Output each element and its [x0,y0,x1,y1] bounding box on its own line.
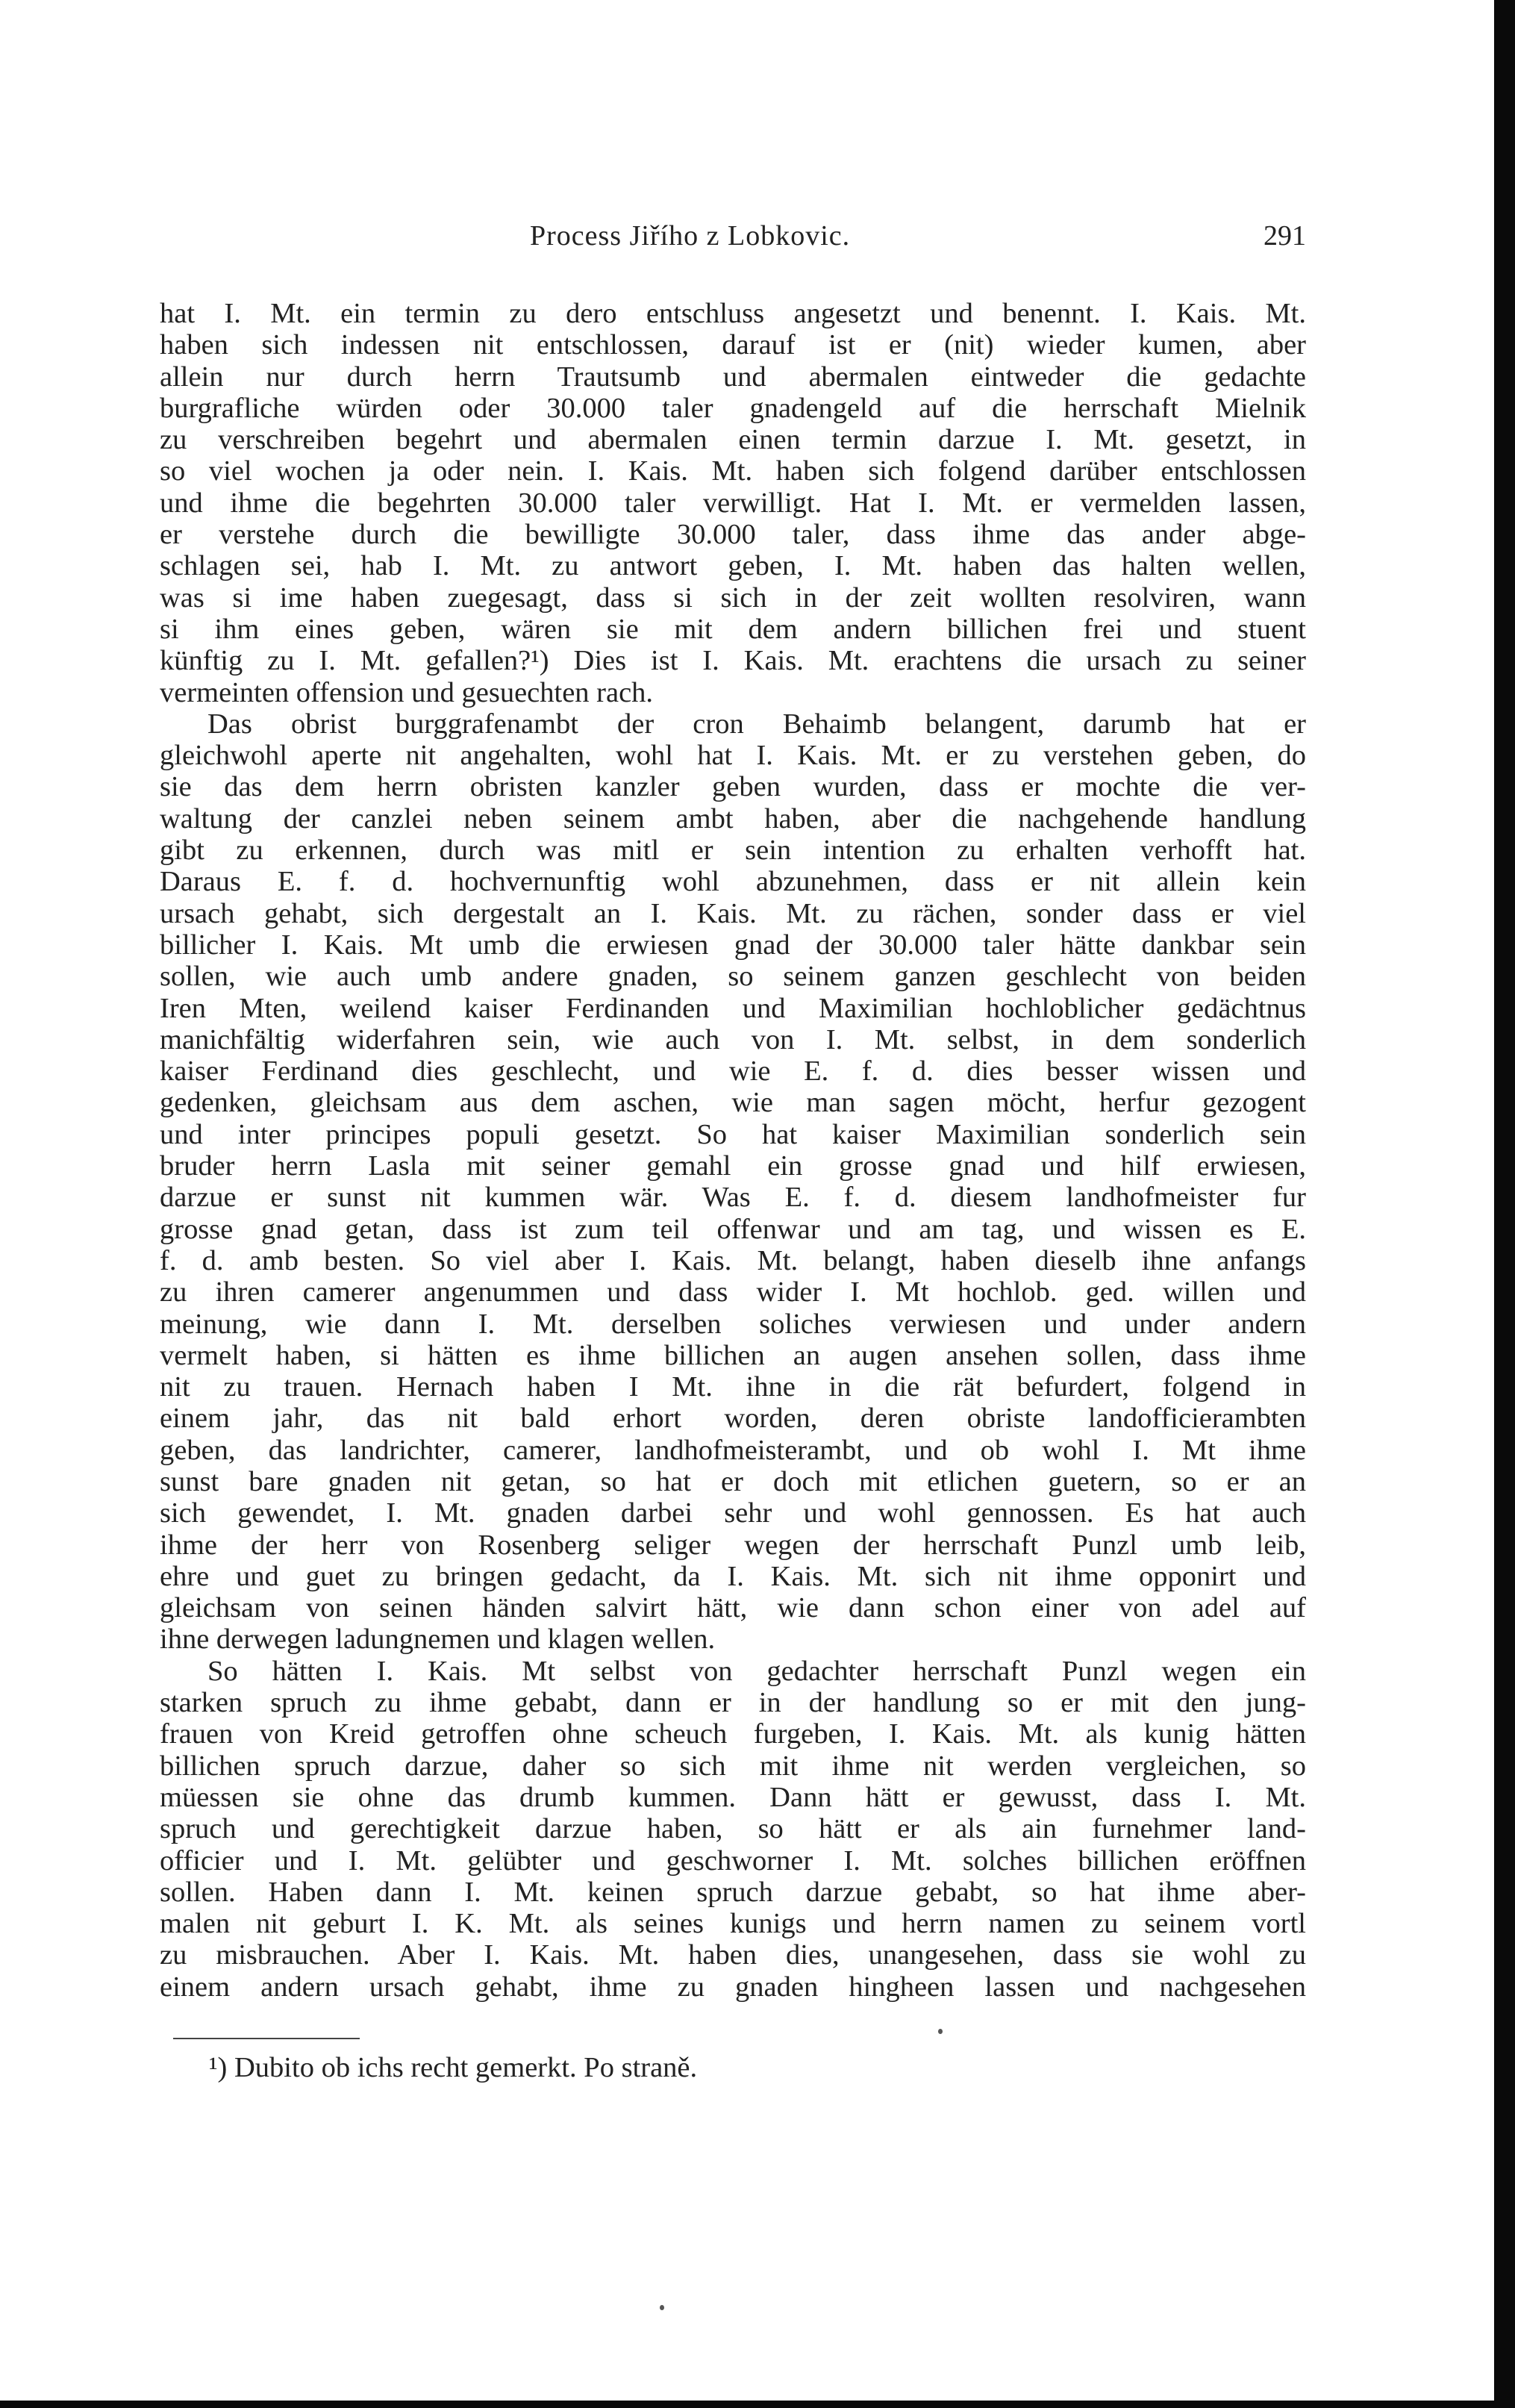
text-line: so viel wochen ja oder nein. I. Kais. Mt. haben sich folgend darüber entschlossen [160,455,1306,487]
text-line: officier und I. Mt. gelübter und geschworner I. Mt. solches billichen eröffnen [160,1844,1306,1877]
text-line: ursach gehabt, sich dergestalt an I. Kais. Mt. zu rächen, sonder dass er viel [160,897,1306,929]
text-line: billicher I. Kais. Mt umb die erwiesen gnad der 30.000 taler hätte dankbar sein [160,929,1306,961]
text-line: sie das dem herrn obristen kanzler geben wurden, dass er mochte die ver- [160,771,1306,803]
text-line: malen nit geburt I. K. Mt. als seines kunigs und herrn namen zu seinem vortl [160,1908,1306,1940]
text-line: billichen spruch darzue, daher so sich mit ihme nit werden vergleichen, so [160,1750,1306,1782]
scan-border-bottom [0,2401,1515,2408]
text-line: gleichsam von seinen händen salvirt hätt, wie dann schon einer von adel auf [160,1592,1306,1624]
text-line: künftig zu I. Mt. gefallen?¹) Dies ist I. Kais. Mt. erachtens die ursach zu seiner [160,645,1306,677]
scan-border-right [1494,0,1515,2408]
text-line: gleichwohl aperte nit angehalten, wohl hat I. Kais. Mt. er zu verstehen geben, do [160,740,1306,772]
text-line: ihne derwegen ladungnemen und klagen wellen. [160,1623,716,1656]
text-line: allein nur durch herrn Trautsumb und abermalen eintweder die gedachte [160,361,1306,393]
footnote-marker: ¹) [209,2052,228,2083]
text-line: Daraus E. f. d. hochvernunftig wohl abzunehmen, dass er nit allein kein [160,866,1306,898]
paragraph [160,708,1306,1656]
text-line: kaiser Ferdinand dies geschlecht, und wie E. f. d. dies besser wissen und [160,1055,1306,1088]
text-line: frauen von Kreid getroffen ohne scheuch furgeben, I. Kais. Mt. als kunig hätten [160,1718,1306,1750]
running-title: Process Jiřího z Lobkovic. [530,220,851,252]
text-line: si ihm eines geben, wären sie mit dem andern billichen frei und stuent [160,613,1306,645]
text-line: geben, das landrichter, camerer, landhofmeisterambt, und ob wohl I. Mt ihme [160,1434,1306,1466]
text-line: meinung, wie dann I. Mt. derselben soliches verwiesen und under andern [160,1308,1306,1340]
page-number: 291 [1263,220,1306,252]
text-line: manichfältig widerfahren sein, wie auch von I. Mt. selbst, in dem sonderlich [160,1023,1306,1055]
running-header [160,219,1306,257]
text-line: gibt zu erkennen, durch was mitl er sein intention zu erhalten verhofft hat. [160,835,1306,867]
text-line: Das obrist burggrafenambt der cron Behaimb belangent, darumb hat er [207,708,1306,740]
text-line: und ihme die begehrten 30.000 taler verwilligt. Hat I. Mt. er vermelden lassen, [160,487,1306,519]
text-line: vermeinten offension und gesuechten rach. [160,676,654,708]
text-line: müessen sie ohne das drumb kummen. Dann hätt er gewusst, dass I. Mt. [160,1781,1306,1813]
text-line: sollen, wie auch umb andere gnaden, so seinem ganzen geschlecht von beiden [160,961,1306,993]
text-line: starken spruch zu ihme gebabt, dann er in der handlung so er mit den jung- [160,1687,1306,1719]
text-line: waltung der canzlei neben seinem ambt haben, aber die nachgehende handlung [160,802,1306,835]
text-line: darzue er sunst nit kummen wär. Was E. f. d. diesem landhofmeister fur [160,1182,1306,1214]
text-line: So hätten I. Kais. Mt selbst von gedachter herrschaft Punzl wegen ein [207,1655,1306,1687]
paragraph [160,1656,1306,2003]
footnote [209,2051,697,2084]
text-line: sunst bare gnaden nit getan, so hat er doch mit etlichen guetern, so er an [160,1465,1306,1497]
text-line: einem jahr, das nit bald erhort worden, deren obriste landofficierambten [160,1403,1306,1435]
paragraph [160,298,1306,708]
footnote-rule [173,2038,360,2039]
text-line: schlagen sei, hab I. Mt. zu antwort geben, I. Mt. haben das halten wellen, [160,550,1306,582]
speck-mark [660,2305,664,2310]
text-line: hat I. Mt. ein termin zu dero entschluss angesetzt und benennt. I. Kais. Mt. [160,298,1306,329]
text-line: zu verschreiben begehrt und abermalen einen termin darzue I. Mt. gesetzt, in [160,424,1306,456]
text-line: einem andern ursach gehabt, ihme zu gnaden hingheen lassen und nachgesehen [160,1971,1306,2003]
text-line: ehre und guet zu bringen gedacht, da I. Kais. Mt. sich nit ihme opponirt und [160,1560,1306,1592]
text-line: nit zu trauen. Hernach haben I Mt. ihne in die rät befurdert, folgend in [160,1371,1306,1403]
text-line: vermelt haben, si hätten es ihme billichen an augen ansehen sollen, dass ihme [160,1339,1306,1371]
text-line: spruch und gerechtigkeit darzue haben, so hätt er als ain furnehmer land- [160,1813,1306,1845]
text-line: zu ihren camerer angenummen und dass wider I. Mt hochlob. ged. willen und [160,1276,1306,1309]
text-line: f. d. amb besten. So viel aber I. Kais. Mt. belangt, haben dieselb ihne anfangs [160,1244,1306,1276]
body-text [160,298,1306,2003]
text-line: sollen. Haben dann I. Mt. keinen spruch darzue gebabt, so hat ihme aber- [160,1876,1306,1908]
text-line: gedenken, gleichsam aus dem aschen, wie man sagen möcht, herfur gezogent [160,1087,1306,1119]
speck-mark [938,2029,943,2034]
text-line: er verstehe durch die bewilligte 30.000 taler, dass ihme das ander abge- [160,519,1306,551]
footnote-text: Dubito ob ichs recht gemerkt. Po straně. [234,2052,698,2083]
text-line: sich gewendet, I. Mt. gnaden darbei sehr und wohl gennossen. Es hat auch [160,1497,1306,1529]
text-line: Iren Mten, weilend kaiser Ferdinanden und Maximilian hochloblicher gedächtnus [160,992,1306,1024]
text-line: grosse gnad getan, dass ist zum teil offenwar und am tag, und wissen es E. [160,1213,1306,1245]
text-line: burgrafliche würden oder 30.000 taler gnadengeld auf die herrschaft Mielnik [160,392,1306,424]
text-line: haben sich indessen nit entschlossen, darauf ist er (nit) wieder kumen, aber [160,329,1306,361]
text-line: was si ime haben zuegesagt, dass si sich in der zeit wollten resolviren, wann [160,581,1306,614]
text-line: bruder herrn Lasla mit seiner gemahl ein grosse gnad und hilf erwiesen, [160,1150,1306,1182]
text-line: zu misbrauchen. Aber I. Kais. Mt. haben dies, unangesehen, dass sie wohl zu [160,1939,1306,1971]
text-line: und inter principes populi gesetzt. So hat kaiser Maximilian sonderlich sein [160,1118,1306,1150]
text-line: ihme der herr von Rosenberg seliger wegen der herrschaft Punzl umb leib, [160,1529,1306,1561]
